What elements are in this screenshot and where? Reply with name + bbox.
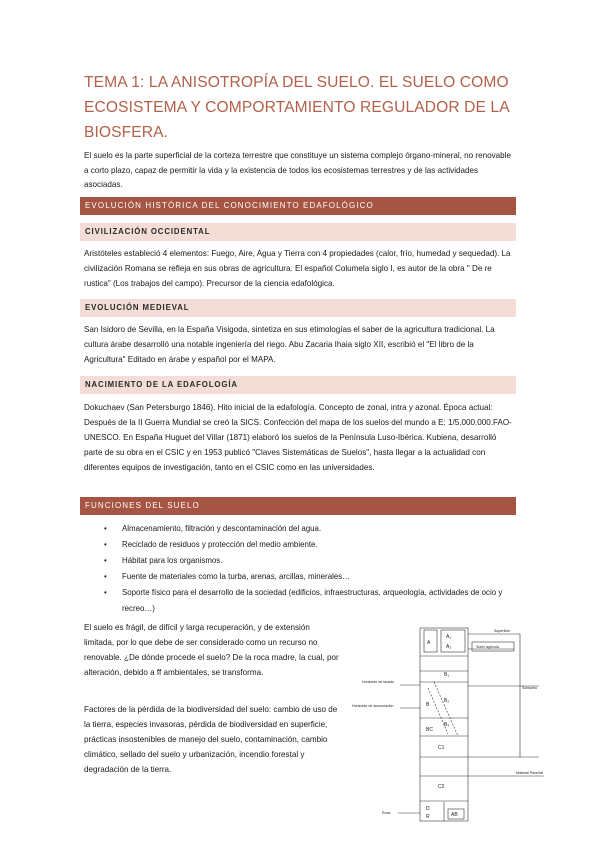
list-item: • Hábitat para los organismos. bbox=[104, 553, 504, 569]
list-item: • Soporte físico para el desarrollo de la sociedad (edificios, infraestructuras, arqueología, actividades de ocio y recreo…) bbox=[104, 585, 504, 617]
label-a2: A₂ bbox=[446, 644, 452, 650]
subsection-heading-edafologia: NACIMIENTO DE LA EDAFOLOGÍA bbox=[80, 376, 516, 394]
label-horizonte-lavado: Horizonte de lavado bbox=[362, 680, 394, 684]
label-horizonte-acumulacion: Horizonte de acumulación bbox=[352, 704, 394, 708]
paragraph-medieval: San Isidoro de Sevilla, en la España Visigoda, sintetiza en sus etimologías el saber de la agricultura tradicional. La cultura árabe desarrolló una notable ingeniería del riego. Abu Zacaria Ihaia siglo XII, escribió el "El libro de la Agricultura" Editado en árabe y español por el MAPA. bbox=[84, 325, 495, 364]
section-heading-funciones: FUNCIONES DEL SUELO bbox=[80, 497, 516, 515]
label-a1: A₁ bbox=[446, 634, 452, 640]
soil-profile-diagram bbox=[344, 616, 556, 828]
page-title: TEMA 1: LA ANISOTROPÍA DEL SUELO. EL SUELO COMO ECOSISTEMA Y COMPORTAMIENTO REGULADOR DE LA BIOSFERA. bbox=[84, 74, 509, 141]
label-b1: B₁ bbox=[444, 672, 450, 678]
subsection-heading-occidental: CIVILIZACIÓN OCCIDENTAL bbox=[80, 223, 516, 241]
section-heading-historia: EVOLUCIÓN HISTÓRICA DEL CONOCIMIENTO EDAFOLÓGICO bbox=[80, 197, 516, 215]
label-roca: Roca bbox=[382, 811, 391, 815]
label-roca-ab: AB bbox=[451, 812, 458, 818]
bullet-icon: • bbox=[104, 540, 107, 549]
bullet-icon: • bbox=[104, 572, 107, 581]
paragraph-edafologia: Dokuchaev (San Petersburgo 1846). Hito inicial de la edafología. Concepto de zonal, intra y azonal. Época actual: Después de la II Guerra Mundial se creó la SICS. Confección del mapa de los suelos del mundo a E: 1/5.000.000.FAO-UNESCO. En España Huguet del Villar (1871) elaboró los suelos de la Península Luso-Ibérica. Kubiena, desarrolló parte de su obra en el CSIC y en 1953 publicó "Claves Sistemáticas de Suelos", hasta llegar a la actualidad con diferentes equipos de investigación, tanto en el CSIC como en las universidades. bbox=[84, 403, 512, 472]
funciones-list bbox=[104, 521, 504, 617]
bullet-icon: • bbox=[104, 588, 107, 597]
label-b2: B₂ bbox=[444, 698, 450, 704]
list-item: • Fuente de materiales como la turba, arenas, arcillas, minerales… bbox=[104, 569, 504, 585]
subsection-heading-medieval: EVOLUCIÓN MEDIEVAL bbox=[80, 299, 516, 317]
label-material-parental: Material Parental bbox=[516, 771, 544, 775]
label-roca-d: D bbox=[426, 806, 430, 812]
label-b3: B₃ bbox=[444, 722, 450, 728]
paragraph-biodiversidad: Factores de la pérdida de la biodiversidad del suelo: cambio de uso de la tierra, especies invasoras, pérdida de biodiversidad en superficie, prácticas insostenibles de manejo del suelo, contaminación, cambio climático, sellado del suelo y urbanización, incendio forestal y degradación de la tierra. bbox=[84, 705, 338, 774]
label-b: B bbox=[426, 702, 430, 708]
list-item: • Reciclado de residuos y protección del medio ambiente. bbox=[104, 537, 504, 553]
label-a: A bbox=[427, 640, 431, 646]
bullet-icon: • bbox=[104, 524, 107, 533]
label-c1: C1 bbox=[438, 745, 445, 751]
label-roca-r: R bbox=[426, 814, 430, 820]
label-suelo-agricola: Suelo agricola bbox=[476, 645, 499, 649]
intro-paragraph: El suelo es la parte superficial de la corteza terrestre que constituye un sistema complejo órgano-mineral, no renovable a corto plazo, capaz de permitir la vida y la existencia de todos los ecosistemas terrestres y de las actividades asociadas. bbox=[84, 151, 511, 189]
paragraph-fragilidad: El suelo es frágil, de difícil y larga recuperación, y de extensión limitada, por lo que debe de ser considerado como un recurso no renovable. ¿De dónde procede el suelo? De la roca madre, la cual, por alteración, debido a ff ambientales, se transforma. bbox=[84, 623, 339, 677]
label-bc: BC bbox=[426, 727, 433, 733]
label-subsuelo: Subsuelo bbox=[522, 686, 537, 690]
label-c2: C2 bbox=[438, 784, 445, 790]
list-item: • Almacenamiento, filtración y descontaminación del agua. bbox=[104, 521, 504, 537]
bullet-icon: • bbox=[104, 556, 107, 565]
label-superficie: Superficie bbox=[494, 629, 510, 633]
paragraph-occidental: Aristóteles estableció 4 elementos: Fuego, Aire, Agua y Tierra con 4 propiedades (calor, frío, humedad y sequedad). La civilización Romana se refleja en sus obras de agricultura. El español Columela siglo I, es autor de la obra " De re rustica" (Los trabajos del campo). Precursor de la ciencia edafológica. bbox=[84, 249, 511, 288]
